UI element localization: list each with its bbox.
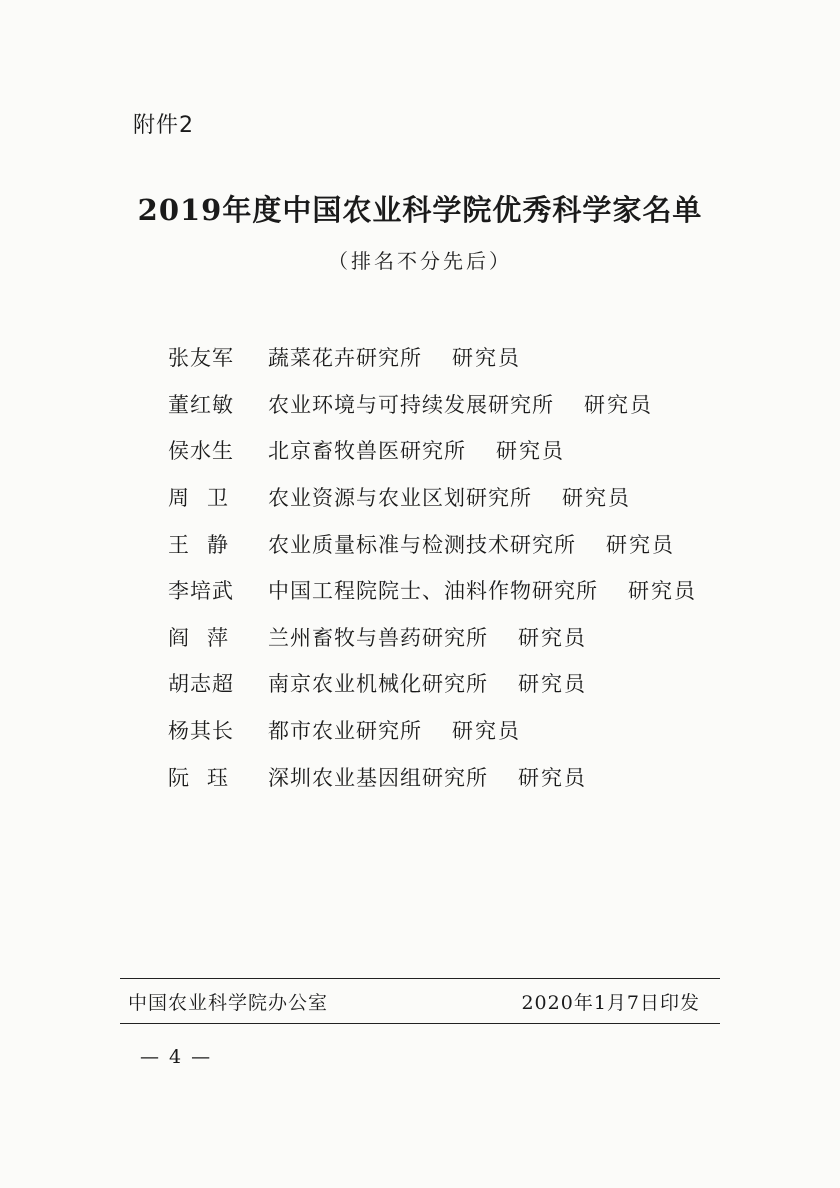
scientist-institute: 兰州畜牧与兽药研究所 — [268, 625, 488, 650]
list-item — [168, 334, 697, 381]
list-item — [168, 474, 697, 521]
scientist-rank: 研究员 — [452, 346, 521, 371]
list-item — [168, 707, 697, 754]
issuing-office: 中国农业科学院办公室 — [128, 992, 329, 1014]
scientist-name: 杨其长 — [168, 719, 234, 744]
scientist-name: 董红敏 — [168, 392, 234, 417]
scientist-list — [168, 334, 697, 800]
scientist-institute: 蔬菜花卉研究所 — [268, 346, 422, 371]
footer-divider-top — [120, 978, 720, 979]
scientist-name: 侯水生 — [168, 439, 234, 464]
scientist-name: 阮珏 — [168, 765, 246, 790]
scientist-name: 胡志超 — [168, 672, 234, 697]
list-item — [168, 614, 697, 661]
scientist-institute: 中国工程院院士、油料作物研究所 — [268, 579, 598, 604]
scientist-rank: 研究员 — [496, 439, 565, 464]
scientist-rank: 研究员 — [606, 532, 675, 557]
scientist-name: 周卫 — [168, 486, 246, 511]
scientist-name: 王静 — [168, 532, 246, 557]
page-title: 2019年度中国农业科学院优秀科学家名单 — [137, 193, 703, 227]
scientist-rank: 研究员 — [584, 392, 653, 417]
list-item — [168, 427, 697, 474]
scientist-institute: 北京畜牧兽医研究所 — [268, 439, 466, 464]
scientist-name: 阎萍 — [168, 625, 246, 650]
scientist-name: 张友军 — [168, 346, 234, 371]
page-number: — 4 — — [140, 1046, 213, 1068]
scientist-rank: 研究员 — [518, 672, 587, 697]
scientist-rank: 研究员 — [518, 625, 587, 650]
scientist-institute: 都市农业研究所 — [268, 719, 422, 744]
list-item — [168, 381, 697, 428]
scientist-rank: 研究员 — [628, 579, 697, 604]
scientist-institute: 南京农业机械化研究所 — [268, 672, 488, 697]
scientist-institute: 农业质量标准与检测技术研究所 — [268, 532, 576, 557]
scientist-institute: 农业环境与可持续发展研究所 — [268, 392, 554, 417]
scientist-institute: 深圳农业基因组研究所 — [268, 765, 488, 790]
scientist-rank: 研究员 — [562, 486, 631, 511]
attachment-label: 附件2 — [133, 113, 194, 138]
scientist-rank: 研究员 — [518, 765, 587, 790]
list-item — [168, 660, 697, 707]
scientist-institute: 农业资源与农业区划研究所 — [268, 486, 532, 511]
list-item — [168, 567, 697, 614]
page-subtitle: （排名不分先后） — [328, 249, 512, 273]
footer-divider-bottom — [120, 1023, 720, 1024]
scientist-rank: 研究员 — [452, 719, 521, 744]
scientist-name: 李培武 — [168, 579, 234, 604]
list-item — [168, 520, 697, 567]
issue-date: 2020年1月7日印发 — [521, 992, 700, 1014]
list-item — [168, 753, 697, 800]
